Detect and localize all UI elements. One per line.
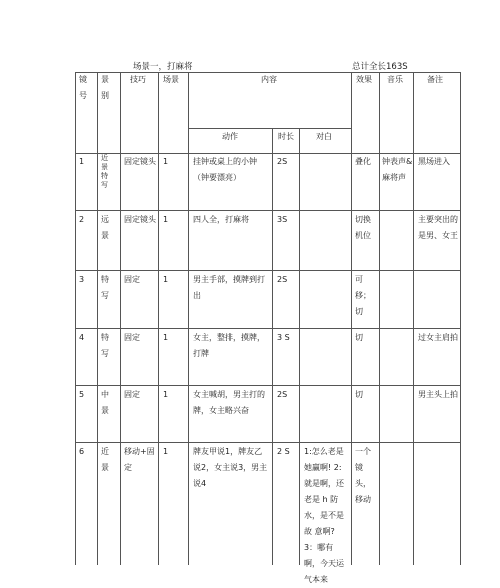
- effect: 一个镜头，移动: [355, 447, 371, 504]
- shot-size: 特写: [101, 333, 109, 358]
- scene-title: 场景一，打麻将: [133, 62, 193, 72]
- technique: 固定: [124, 275, 140, 284]
- technique: 移动+固定: [124, 447, 155, 472]
- shot-size: 近景: [101, 447, 109, 472]
- duration: 3 S: [277, 333, 290, 342]
- effect: 切: [355, 333, 363, 342]
- col-music: 音乐: [387, 75, 403, 84]
- dialogue: 1:怎么老是她赢啊! 2:就是啊，还老是 h 防水，是不是 故 意啊? 3：哪有啊，今天运气本来: [304, 447, 344, 584]
- technique: 固定: [124, 333, 140, 342]
- col-shot-size: 景别: [101, 75, 109, 100]
- effect: 切换机位: [355, 215, 371, 240]
- col-notes: 备注: [427, 75, 443, 84]
- scene: 1: [163, 390, 169, 399]
- duration: 3S: [277, 215, 288, 224]
- effect: 切: [355, 390, 363, 399]
- duration: 2S: [277, 157, 288, 166]
- scene: 1: [163, 333, 169, 342]
- action: 女主，整排，摸牌，打牌: [193, 333, 265, 358]
- notes: 主要突出的是男、女王: [418, 215, 458, 240]
- duration: 2S: [277, 390, 288, 399]
- music: 钟表声&麻将声: [382, 157, 413, 182]
- technique: 固定: [124, 390, 140, 399]
- scene: 1: [163, 447, 169, 456]
- action: 挂钟或桌上的小钟（钟要漂亮）: [193, 157, 257, 182]
- notes: 黑场进入: [418, 157, 450, 166]
- technique: 固定镜头: [124, 215, 156, 224]
- col-dialogue: 对白: [316, 132, 332, 141]
- action: 牌友甲说1，牌友乙说2，女主说3，男主说4: [193, 447, 268, 488]
- shot-no: 1: [79, 157, 85, 166]
- shot-size: 远景: [101, 215, 109, 240]
- shot-no: 6: [79, 447, 85, 456]
- shot-no: 3: [79, 275, 85, 284]
- col-content: 内容: [261, 75, 277, 84]
- shot-no: 5: [79, 390, 85, 399]
- scene: 1: [163, 215, 169, 224]
- col-technique: 技巧: [130, 75, 146, 84]
- col-scene: 场景: [163, 75, 179, 84]
- total-length: 总计全长163S: [352, 62, 408, 72]
- effect: 叠化: [355, 157, 371, 166]
- col-shot-no: 镜号: [79, 75, 87, 100]
- notes: 过女主肩拍: [418, 333, 458, 342]
- shot-size: 近景特写: [101, 154, 108, 189]
- effect: 可移；切: [355, 275, 371, 316]
- col-duration: 时长: [278, 132, 294, 141]
- shot-no: 2: [79, 215, 85, 224]
- shot-size: 特写: [101, 275, 109, 300]
- notes: 男主头上拍: [418, 390, 458, 399]
- action: 女主喊胡，男主打的牌，女主略兴奋: [193, 390, 265, 415]
- col-action: 动作: [222, 132, 238, 141]
- shot-size: 中景: [101, 390, 109, 415]
- scene: 1: [163, 157, 169, 166]
- duration: 2S: [277, 275, 288, 284]
- technique: 固定镜头: [124, 157, 156, 166]
- col-effect: 效果: [356, 75, 372, 84]
- scene: 1: [163, 275, 169, 284]
- action: 四人全，打麻将: [193, 215, 249, 224]
- duration: 2 S: [277, 447, 290, 456]
- action: 男主手部，摸牌到打出: [193, 275, 265, 300]
- shot-no: 4: [79, 333, 85, 342]
